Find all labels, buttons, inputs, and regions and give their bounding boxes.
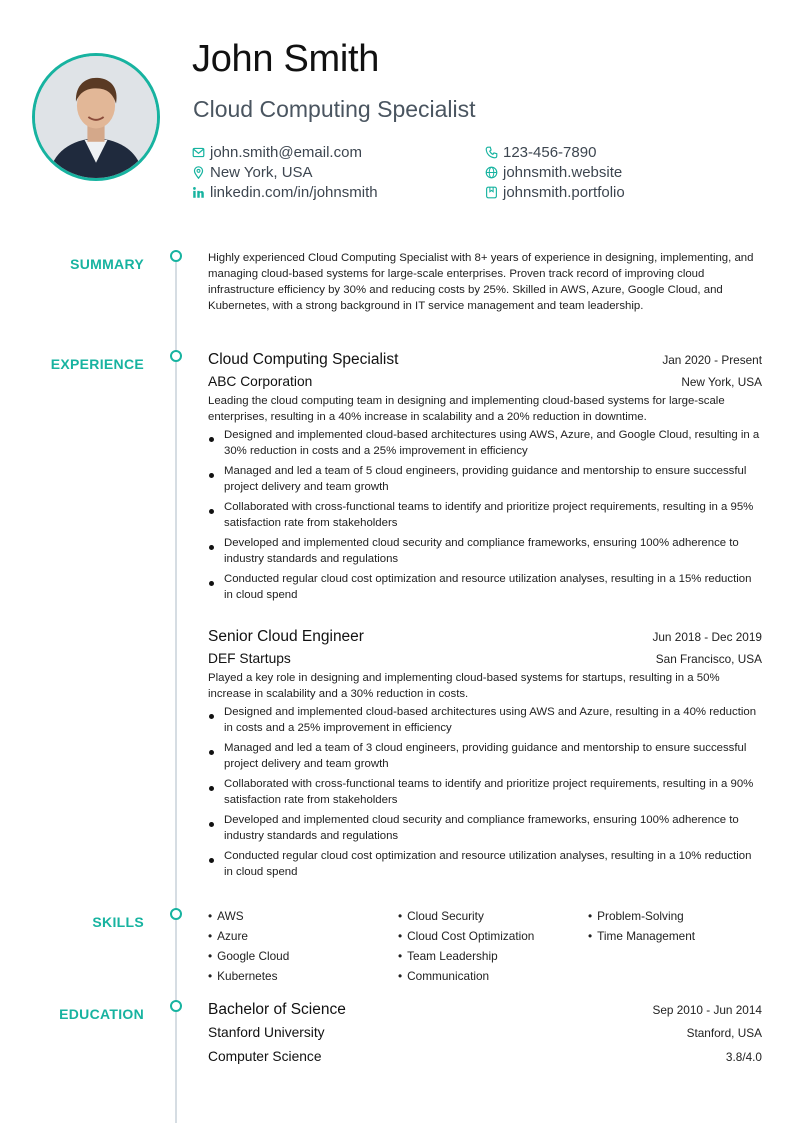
job-bullet: Designed and implemented cloud-based architectures using AWS, Azure, and Google Cloud, resulting in a 30% reduction in costs and a 25% improvement in efficiency — [208, 427, 762, 459]
education-field: Computer Science — [208, 1049, 322, 1064]
candidate-title: Cloud Computing Specialist — [193, 96, 476, 122]
phone-text: 123-456-7890 — [503, 143, 597, 161]
job-bullets — [208, 704, 762, 880]
candidate-name: John Smith — [192, 38, 380, 80]
contact-portfolio[interactable] — [485, 182, 625, 202]
skill-item: • Problem-Solving — [588, 906, 762, 926]
linkedin-icon — [192, 186, 205, 199]
website-text: johnsmith.website — [503, 163, 623, 181]
education-gpa: 3.8/4.0 — [725, 1050, 762, 1064]
skills-column — [208, 906, 398, 986]
skill-item: • Communication — [398, 966, 588, 986]
skill-item: • Cloud Security — [398, 906, 588, 926]
education-dates: Sep 2010 - Jun 2014 — [652, 1003, 762, 1017]
contact-location — [192, 162, 378, 182]
job-title: Senior Cloud Engineer — [208, 628, 364, 645]
job-bullet: Managed and led a team of 5 cloud engineers, providing guidance and mentorship to ensure successful project delivery and team growth — [208, 463, 762, 495]
skills-column — [398, 906, 588, 986]
job-bullet: Conducted regular cloud cost optimization and resource utilization analyses, resulting in a 10% reduction in cloud spend — [208, 848, 762, 880]
education-school-row — [208, 1025, 762, 1049]
contact-left — [192, 142, 378, 202]
skill-item: • Google Cloud — [208, 946, 398, 966]
education-degree-row — [208, 1001, 762, 1025]
job-dates: Jan 2020 - Present — [662, 353, 762, 367]
section-label-summary: SUMMARY — [70, 256, 144, 272]
skill-item: • Kubernetes — [208, 966, 398, 986]
skills-section — [208, 906, 762, 986]
timeline-dot-skills — [170, 908, 182, 920]
job-title: Cloud Computing Specialist — [208, 351, 399, 368]
timeline-line — [175, 262, 177, 1123]
job-bullet: Managed and led a team of 3 cloud engineers, providing guidance and mentorship to ensure successful project delivery and team growth — [208, 740, 762, 772]
contact-email[interactable] — [192, 142, 378, 162]
education-school: Stanford University — [208, 1025, 325, 1040]
skill-item: • Azure — [208, 926, 398, 946]
skill-item: • Cloud Cost Optimization — [398, 926, 588, 946]
location-text: New York, USA — [210, 163, 313, 181]
education-degree: Bachelor of Science — [208, 1001, 346, 1018]
email-text: john.smith@email.com — [210, 143, 362, 161]
job-bullets — [208, 427, 762, 603]
job-company: DEF Startups — [208, 651, 291, 666]
education-field-row — [208, 1049, 762, 1073]
job-bullet: Designed and implemented cloud-based architectures using AWS and Azure, resulting in a 40% reduction in costs and a 25% improvement in efficiency — [208, 704, 762, 736]
job-bullet: Developed and implemented cloud security and compliance frameworks, ensuring 100% adherence to industry standards and regulations — [208, 535, 762, 567]
summary-section — [208, 250, 762, 314]
job-bullet: Developed and implemented cloud security and compliance frameworks, ensuring 100% adherence to industry standards and regulations — [208, 812, 762, 844]
education-location: Stanford, USA — [686, 1026, 762, 1040]
contact-linkedin[interactable] — [192, 182, 378, 202]
job-bullet: Collaborated with cross-functional teams to identify and prioritize project requirements, resulting in a 95% satisfaction rate from stakeholders — [208, 499, 762, 531]
section-label-experience: EXPERIENCE — [50, 356, 144, 372]
skills-column — [588, 906, 762, 986]
timeline-dot-summary — [170, 250, 182, 262]
timeline-dot-education — [170, 1000, 182, 1012]
job-header-row — [208, 628, 762, 646]
job-company-row — [208, 651, 762, 666]
globe-icon — [485, 166, 498, 179]
skill-item: • Time Management — [588, 926, 762, 946]
education-section — [208, 1001, 762, 1073]
section-label-skills: SKILLS — [92, 914, 144, 930]
contact-right — [485, 142, 625, 202]
job-location: New York, USA — [681, 375, 762, 389]
linkedin-text: linkedin.com/in/johnsmith — [210, 183, 378, 201]
job-company: ABC Corporation — [208, 374, 313, 389]
job-bullet: Collaborated with cross-functional teams to identify and prioritize project requirements, resulting in a 90% satisfaction rate from stakeholders — [208, 776, 762, 808]
skills-grid — [208, 906, 762, 986]
profile-photo-image — [35, 56, 157, 178]
skill-item: • Team Leadership — [398, 946, 588, 966]
mail-icon — [192, 146, 205, 159]
job-company-row — [208, 374, 762, 389]
experience-item — [208, 351, 762, 607]
skill-item: • AWS — [208, 906, 398, 926]
job-bullet: Conducted regular cloud cost optimization and resource utilization analyses, resulting in a 15% reduction in cloud spend — [208, 571, 762, 603]
phone-icon — [485, 146, 498, 159]
contact-phone[interactable] — [485, 142, 625, 162]
profile-photo — [32, 53, 160, 181]
experience-item — [208, 628, 762, 884]
section-label-education: EDUCATION — [59, 1006, 144, 1022]
portfolio-icon — [485, 186, 498, 199]
portfolio-text: johnsmith.portfolio — [503, 183, 625, 201]
timeline-dot-experience — [170, 350, 182, 362]
contact-website[interactable] — [485, 162, 625, 182]
job-location: San Francisco, USA — [655, 652, 762, 666]
job-header-row — [208, 351, 762, 369]
job-description: Played a key role in designing and implementing cloud-based systems for startups, resulting in a 50% increase in scalability and a 30% reduction in costs. — [208, 672, 720, 700]
location-pin-icon — [192, 166, 205, 179]
job-description: Leading the cloud computing team in designing and implementing cloud-based systems for large-scale enterprises, resulting in a 40% increase in scalability and a 20% reduction in downtime. — [208, 395, 725, 423]
summary-text: Highly experienced Cloud Computing Specialist with 8+ years of experience in designing, implementing, and managing cloud-based systems for large-scale enterprises. Proven track record of improving cloud infrastructure efficiency by 30% and reducing costs by 25%. Skilled in AWS, Azure, Google Cloud, and Kubernetes, with a strong background in IT service management and team leadership. — [208, 252, 754, 312]
job-dates: Jun 2018 - Dec 2019 — [652, 630, 762, 644]
